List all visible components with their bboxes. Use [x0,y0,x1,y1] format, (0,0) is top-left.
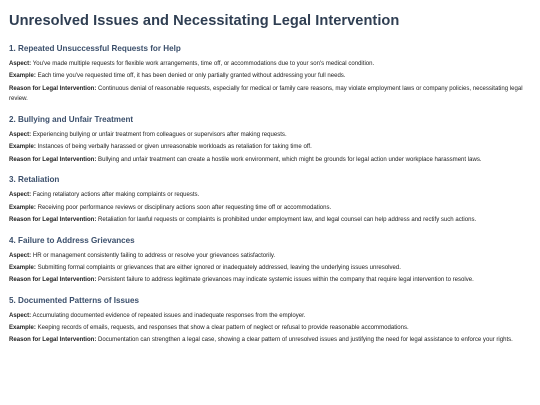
section-heading: 4. Failure to Address Grievances [9,235,135,245]
example-paragraph [9,323,531,334]
aspect-text: Experiencing bullying or unfair treatment from colleagues or supervisors after making requests. [32,132,287,138]
reason-paragraph [9,275,531,286]
example-paragraph [9,142,531,153]
aspect-label: Aspect: [9,61,32,67]
aspect-label: Aspect: [9,132,32,138]
section-5 [9,296,531,346]
example-paragraph [9,263,531,274]
aspect-label: Aspect: [9,192,32,199]
example-label: Example: [9,204,36,211]
reason-text: Retaliation for lawful requests or complaints is prohibited under employment law, and legal counsel can help address and rectify such actions. [98,216,477,223]
reason-label: Reason for Legal Intervention: [9,156,97,163]
aspect-paragraph [9,251,531,262]
aspect-text: Accumulating documented evidence of repeated issues and inadequate responses from the employer. [32,312,306,319]
section-heading: 2. Bullying and Unfair Treatment [9,115,134,124]
example-text: Each time you've requested time off, it has been denied or only partially granted without addressing your full needs. [37,73,346,80]
example-label: Example: [9,264,36,271]
reason-paragraph [9,335,531,346]
sections-container [9,44,531,346]
example-text: Receiving poor performance reviews or disciplinary actions soon after requesting time off or accommodations. [37,204,332,211]
reason-text: Persistent failure to address legitimate grievances may indicate systemic issues within the company that require legal intervention to resolve. [98,277,474,284]
reason-paragraph [9,155,531,166]
reason-label: Reason for Legal Intervention: [9,85,97,92]
section-3 [9,175,531,225]
reason-text: Bullying and unfair treatment can create a hostile work environment, which might be grounds for legal action under workplace harassment laws. [98,156,482,163]
example-paragraph [9,203,531,214]
aspect-paragraph [9,311,531,322]
section-heading: 3. Retaliation [9,175,60,185]
example-label: Example: [9,144,36,151]
reason-paragraph [9,84,531,105]
aspect-text: HR or management consistently failing to address or resolve your grievances satisfactorily. [32,252,276,259]
aspect-paragraph [9,59,531,70]
example-label: Example: [9,325,36,332]
page-title: Unresolved Issues and Necessitating Legal Intervention [9,13,400,29]
aspect-label: Aspect: [9,312,32,319]
example-label: Example: [9,73,36,80]
section-heading: 1. Repeated Unsuccessful Requests for Help [9,44,181,53]
example-text: Submitting formal complaints or grievances that are either ignored or inadequately addressed, leaving the underlying issues unresolved. [37,264,401,271]
reason-text: Documentation can strengthen a legal case, showing a clear pattern of unresolved issues and justifying the need for legal assistance to enforce your rights. [98,337,513,344]
example-paragraph [9,71,531,82]
aspect-paragraph [9,130,531,141]
section-4 [9,236,531,286]
reason-paragraph [9,215,531,226]
aspect-paragraph [9,190,531,201]
reason-label: Reason for Legal Intervention: [9,337,97,344]
example-text: Instances of being verbally harassed or given unreasonable workloads as retaliation for taking time off. [37,144,312,151]
aspect-text: Facing retaliatory actions after making complaints or requests. [32,192,200,199]
reason-label: Reason for Legal Intervention: [9,216,97,223]
aspect-label: Aspect: [9,252,32,259]
example-text: Keeping records of emails, requests, and responses that show a clear pattern of neglect or refusal to provide reasonable accommodations. [37,325,409,332]
section-1 [9,44,531,105]
aspect-text: You've made multiple requests for flexible work arrangements, time off, or accommodations due to your son's medical condition. [32,61,375,67]
reason-label: Reason for Legal Intervention: [9,277,97,284]
reason-text: Continuous denial of reasonable requests, especially for medical or family care reasons, may violate employment laws or company policies, necessitating legal review. [9,85,523,103]
section-heading: 5. Documented Patterns of Issues [9,295,139,305]
section-2 [9,115,531,165]
